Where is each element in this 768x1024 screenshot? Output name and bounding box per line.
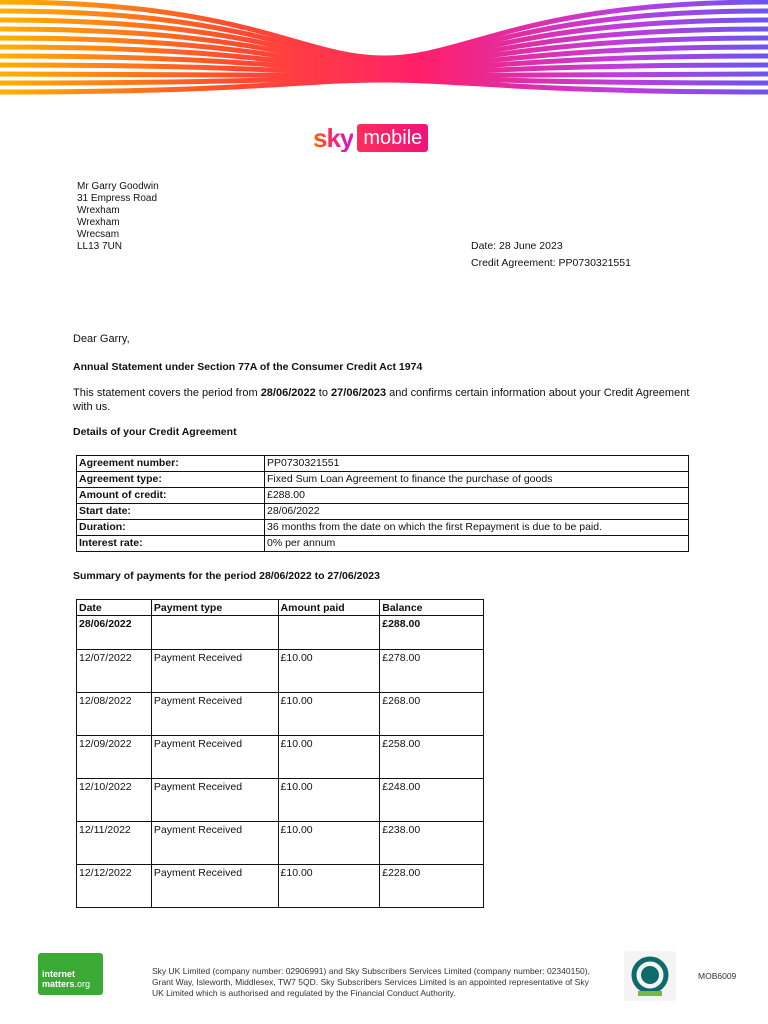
payment-type xyxy=(151,616,278,650)
payment-balance: £278.00 xyxy=(380,650,484,693)
detail-value: 0% per annum xyxy=(265,536,689,552)
table-row xyxy=(77,616,484,650)
credit-agreement-ref: Credit Agreement: PP0730321551 xyxy=(471,257,631,269)
sky-mobile-logo xyxy=(313,124,428,152)
table-row xyxy=(77,736,484,779)
letter-meta xyxy=(471,240,631,274)
table-row xyxy=(77,536,689,552)
payment-type: Payment Received xyxy=(151,650,278,693)
carbon-trust-badge xyxy=(624,951,676,1001)
table-row xyxy=(77,472,689,488)
detail-label: Amount of credit: xyxy=(77,488,265,504)
detail-value: 28/06/2022 xyxy=(265,504,689,520)
im-logo-suffix: .org xyxy=(74,979,91,989)
table-row xyxy=(77,822,484,865)
letter-date: Date: 28 June 2023 xyxy=(471,240,563,252)
payment-date: 12/10/2022 xyxy=(77,779,152,822)
payment-amount: £10.00 xyxy=(278,650,380,693)
address-line: Wrexham xyxy=(77,217,120,228)
table-row xyxy=(77,779,484,822)
address-line: LL13 7UN xyxy=(77,241,123,252)
table-row xyxy=(77,650,484,693)
payment-type: Payment Received xyxy=(151,822,278,865)
im-logo-line xyxy=(42,979,103,989)
payment-type: Payment Received xyxy=(151,736,278,779)
detail-label: Duration: xyxy=(77,520,265,536)
table-row xyxy=(77,693,484,736)
table-header-row xyxy=(77,600,484,616)
payment-amount: £10.00 xyxy=(278,736,380,779)
payment-type: Payment Received xyxy=(151,865,278,908)
detail-value: Fixed Sum Loan Agreement to finance the purchase of goods xyxy=(265,472,689,488)
payment-date: 12/09/2022 xyxy=(77,736,152,779)
payment-date: 12/11/2022 xyxy=(77,822,152,865)
im-logo-word: matters xyxy=(42,979,75,989)
payments-summary-title: Summary of payments for the period 28/06/2022 to 27/06/2023 xyxy=(73,570,380,582)
address-line: Wrecsam xyxy=(77,229,120,240)
payments-table xyxy=(76,599,484,908)
payment-type: Payment Received xyxy=(151,779,278,822)
column-header: Balance xyxy=(380,600,484,616)
payment-amount xyxy=(278,616,380,650)
colour-stripe-banner xyxy=(0,0,768,120)
period-to: 27/06/2023 xyxy=(331,387,387,399)
sky-logo-text: sky xyxy=(313,123,354,153)
im-logo-line: internet xyxy=(42,969,76,979)
payment-balance: £268.00 xyxy=(380,693,484,736)
mobile-logo-badge: mobile xyxy=(357,124,428,152)
detail-value: £288.00 xyxy=(265,488,689,504)
payment-date: 12/07/2022 xyxy=(77,650,152,693)
intro-text: This statement covers the period from xyxy=(73,387,261,399)
table-row xyxy=(77,520,689,536)
detail-label: Start date: xyxy=(77,504,265,520)
payment-type: Payment Received xyxy=(151,693,278,736)
address-line: 31 Empress Road xyxy=(77,193,158,204)
banner-stripe xyxy=(0,11,768,60)
intro-text: and confirms certain information about your Credit Agreement with us. xyxy=(73,387,690,413)
details-title: Details of your Credit Agreement xyxy=(73,426,237,438)
recipient-address xyxy=(77,181,159,253)
table-row xyxy=(77,488,689,504)
period-from: 28/06/2022 xyxy=(260,387,316,399)
credit-agreement-table xyxy=(76,455,689,552)
payment-date: 28/06/2022 xyxy=(77,616,152,650)
payment-balance: £258.00 xyxy=(380,736,484,779)
greeting: Dear Garry, xyxy=(73,333,130,345)
table-row xyxy=(77,865,484,908)
address-line: Wrexham xyxy=(77,205,120,216)
table-row xyxy=(77,504,689,520)
address-line: Mr Garry Goodwin xyxy=(77,181,159,192)
detail-value: PP0730321551 xyxy=(265,456,689,472)
document-reference: MOB6009 xyxy=(698,971,737,981)
payment-amount: £10.00 xyxy=(278,693,380,736)
detail-label: Interest rate: xyxy=(77,536,265,552)
payment-balance: £248.00 xyxy=(380,779,484,822)
payment-amount: £10.00 xyxy=(278,865,380,908)
payment-date: 12/12/2022 xyxy=(77,865,152,908)
table-row xyxy=(77,456,689,472)
detail-label: Agreement type: xyxy=(77,472,265,488)
detail-label: Agreement number: xyxy=(77,456,265,472)
column-header: Payment type xyxy=(151,600,278,616)
column-header: Date xyxy=(77,600,152,616)
payment-balance: £238.00 xyxy=(380,822,484,865)
intro-text: to xyxy=(315,387,332,399)
payment-amount: £10.00 xyxy=(278,822,380,865)
internet-matters-logo xyxy=(38,953,103,995)
legal-footer: Sky UK Limited (company number: 02906991) and Sky Subscribers Services Limited (company number: 02340150), Grant Way, Isleworth, Middlesex, TW7 5QD. Sky Subscribers Services Limited is an appointed representative of Sky UK Limited which is authorised and regulated by the Financial Conduct Authority. xyxy=(152,966,590,998)
statement-heading: Annual Statement under Section 77A of the Consumer Credit Act 1974 xyxy=(73,361,423,373)
payment-amount: £10.00 xyxy=(278,779,380,822)
detail-value: 36 months from the date on which the first Repayment is due to be paid. xyxy=(265,520,689,536)
column-header: Amount paid xyxy=(278,600,380,616)
intro-paragraph xyxy=(73,386,693,414)
payment-balance: £288.00 xyxy=(380,616,484,650)
payment-date: 12/08/2022 xyxy=(77,693,152,736)
payment-balance: £228.00 xyxy=(380,865,484,908)
